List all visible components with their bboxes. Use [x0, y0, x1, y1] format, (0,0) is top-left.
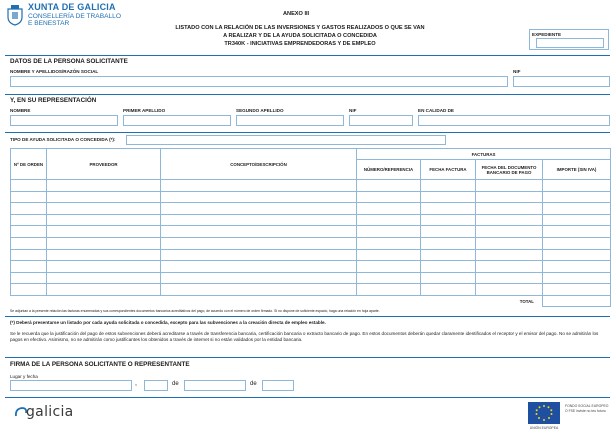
expediente-box: [529, 29, 609, 50]
cell[interactable]: [543, 237, 611, 249]
table-row: [11, 226, 611, 238]
de-separator-2: de: [250, 381, 257, 387]
cell[interactable]: [543, 249, 611, 261]
cell[interactable]: [543, 203, 611, 215]
cell[interactable]: [421, 272, 476, 284]
col-header-orden: Nº DE ORDEN: [11, 149, 47, 180]
cell[interactable]: [421, 214, 476, 226]
rep-apellido2-input[interactable]: [236, 115, 344, 126]
cell[interactable]: [47, 261, 161, 273]
cell[interactable]: [421, 249, 476, 261]
notes-divider: [5, 316, 610, 317]
rep-calidad-label: EN CALIDAD DE: [418, 108, 454, 113]
cell[interactable]: [47, 214, 161, 226]
total-label: TOTAL: [11, 295, 543, 306]
month-input[interactable]: [184, 380, 246, 391]
col-header-concepto: CONCEPTO/DESCRIPCIÓN: [161, 149, 357, 180]
applicant-name-label: NOMBRE Y APELLIDOS/RAZÓN SOCIAL: [10, 69, 99, 74]
lugar-input[interactable]: [10, 380, 132, 391]
cell[interactable]: [161, 203, 357, 215]
cell[interactable]: [357, 272, 421, 284]
cell[interactable]: [357, 284, 421, 296]
col-header-facturas: FACTURAS: [357, 149, 611, 160]
cell[interactable]: [476, 180, 543, 192]
cell[interactable]: [421, 191, 476, 203]
title-line-2: A REALIZAR Y DE LA AYUDA SOLICITADA O CONCEDIDA: [223, 32, 377, 39]
rep-calidad-input[interactable]: [418, 115, 610, 126]
cell[interactable]: [47, 249, 161, 261]
cell[interactable]: [11, 203, 47, 215]
eu-fund-slogan: O FSE inviste no teu futuro: [565, 409, 606, 413]
signature-section-divider: [5, 357, 610, 358]
cell[interactable]: [476, 203, 543, 215]
col-header-fecha: FECHA FACTURA: [421, 160, 476, 180]
org-name: XUNTA DE GALICIA: [28, 2, 116, 12]
cell[interactable]: [47, 284, 161, 296]
cell[interactable]: [161, 284, 357, 296]
cell[interactable]: [11, 214, 47, 226]
cell[interactable]: [421, 203, 476, 215]
cell[interactable]: [11, 261, 47, 273]
cell[interactable]: [476, 191, 543, 203]
cell[interactable]: [161, 261, 357, 273]
small-print-note: Se adjuntan a la presente relación las facturas enumeradas y sus correspondientes documentos bancarios acreditativos del pago, de acuerdo con el número de orden firmado. Si no dispone de suficiente espacio, haga una relación en hoja aparte.: [10, 309, 380, 313]
de-separator-1: de: [172, 381, 179, 387]
cell[interactable]: [543, 226, 611, 238]
table-row: [11, 249, 611, 261]
cell[interactable]: [476, 272, 543, 284]
table-row: [11, 180, 611, 192]
cell[interactable]: [543, 214, 611, 226]
applicant-nif-label: NIF: [513, 69, 521, 74]
comma-separator: ,: [135, 380, 137, 387]
cell[interactable]: [161, 214, 357, 226]
rep-nif-input[interactable]: [349, 115, 413, 126]
eu-caption: UNIÓN EUROPEA: [529, 426, 559, 430]
cell[interactable]: [47, 272, 161, 284]
year-input[interactable]: [262, 380, 294, 391]
col-header-importe: IMPORTE (SIN IVA): [543, 160, 611, 180]
eu-fund-name: FONDO SOCIAL EUROPEO: [565, 404, 609, 408]
cell[interactable]: [357, 191, 421, 203]
rep-nombre-input[interactable]: [10, 115, 118, 126]
cell[interactable]: [357, 261, 421, 273]
annex-label: ANEXO III: [283, 11, 310, 17]
rep-apellido1-input[interactable]: [123, 115, 231, 126]
expediente-input[interactable]: [536, 38, 604, 48]
galicia-logo: [14, 404, 94, 426]
cell[interactable]: [421, 237, 476, 249]
cell[interactable]: [543, 261, 611, 273]
table-row: [11, 272, 611, 284]
payment-reminder: Se le recuerda que la justificación del pago de estos subvenciones deberá acreditarse a través de transferencia bancaria, certificación bancaria o extracto bancario de pago. En estos documentos deberán quedar claramente identificados el receptor y el emisor del pago. No se admitirán los pagos en efectivo. Asimismo, no se admitirán como justificantes los obtenidos a través de internet si no están validados por la entidad bancaria.: [10, 331, 599, 343]
applicant-name-input[interactable]: [10, 76, 508, 87]
cell[interactable]: [11, 226, 47, 238]
table-row: [11, 191, 611, 203]
org-department-line2: E BENESTAR: [28, 20, 70, 27]
cell[interactable]: [11, 180, 47, 192]
asterisk-note: (*) Deberá presentarse un listado por cada ayuda solicitada o concedida, excepto para las subvenciones a la creación directa de empleo estable.: [10, 320, 326, 325]
title-line-1: LISTADO CON LA RELACIÓN DE LAS INVERSIONES Y GASTOS REALIZADOS O QUE SE VAN: [175, 25, 425, 31]
cell[interactable]: [47, 180, 161, 192]
col-header-proveedor: PROVEEDOR: [47, 149, 161, 180]
galicia-logo-text: galicia: [26, 404, 74, 420]
cell[interactable]: [11, 191, 47, 203]
cell[interactable]: [161, 226, 357, 238]
cell[interactable]: [11, 284, 47, 296]
representative-section-title: Y, EN SU REPRESENTACIÓN: [10, 97, 97, 104]
cell[interactable]: [476, 214, 543, 226]
cell[interactable]: [421, 284, 476, 296]
cell[interactable]: [47, 203, 161, 215]
eu-flag-icon: [528, 402, 560, 424]
cell[interactable]: [161, 237, 357, 249]
lugar-fecha-label: Lugar y fecha: [10, 374, 38, 379]
cell[interactable]: [161, 272, 357, 284]
cell[interactable]: [357, 180, 421, 192]
invoices-table: [10, 148, 611, 307]
total-input[interactable]: [543, 295, 611, 306]
aid-section-divider: [5, 132, 610, 133]
cell[interactable]: [11, 272, 47, 284]
footer-divider: [5, 397, 610, 398]
cell[interactable]: [357, 214, 421, 226]
aid-type-input[interactable]: [126, 135, 446, 145]
cell[interactable]: [47, 237, 161, 249]
cell[interactable]: [357, 237, 421, 249]
org-department-line1: CONSELLERÍA DE TRABALLO: [28, 13, 121, 20]
table-row: [11, 261, 611, 273]
applicant-section-title: DATOS DE LA PERSONA SOLICITANTE: [10, 58, 128, 65]
rep-nombre-label: NOMBRE: [10, 108, 31, 113]
cell[interactable]: [421, 261, 476, 273]
table-row: [11, 203, 611, 215]
cell[interactable]: [357, 249, 421, 261]
day-input[interactable]: [144, 380, 168, 391]
table-row: [11, 237, 611, 249]
representative-section-divider: [5, 94, 610, 95]
cell[interactable]: [543, 284, 611, 296]
cell[interactable]: [476, 284, 543, 296]
cell[interactable]: [357, 226, 421, 238]
document-title: [130, 25, 470, 48]
cell[interactable]: [11, 237, 47, 249]
cell[interactable]: [47, 226, 161, 238]
cell[interactable]: [543, 272, 611, 284]
cell[interactable]: [476, 261, 543, 273]
cell[interactable]: [543, 191, 611, 203]
cell[interactable]: [11, 249, 47, 261]
applicant-nif-input[interactable]: [513, 76, 610, 87]
cell[interactable]: [161, 191, 357, 203]
col-header-fecha-doc: FECHA DEL DOCUMENTO BANCARIO DE PAGO: [476, 160, 543, 180]
cell[interactable]: [161, 180, 357, 192]
coat-of-arms-icon: [6, 4, 24, 26]
signature-section-title: FIRMA DE LA PERSONA SOLICITANTE O REPRESENTANTE: [10, 361, 190, 368]
cell[interactable]: [421, 180, 476, 192]
rep-apellido2-label: SEGUNDO APELLIDO: [236, 108, 284, 113]
expediente-label: EXPEDIENTE: [532, 32, 562, 37]
col-header-numero: NÚMERO/REFERENCIA: [357, 160, 421, 180]
aid-type-label: TIPO DE AYUDA SOLICITADA O CONCEDIDA (*):: [10, 137, 116, 142]
cell[interactable]: [357, 203, 421, 215]
cell[interactable]: [543, 180, 611, 192]
table-row: [11, 284, 611, 296]
title-line-3: TR340K - INICIATIVAS EMPRENDEDORAS Y DE EMPLEO: [224, 40, 376, 47]
cell[interactable]: [47, 191, 161, 203]
table-row: [11, 214, 611, 226]
rep-apellido1-label: PRIMER APELLIDO: [123, 108, 166, 113]
cell[interactable]: [476, 226, 543, 238]
applicant-section-divider: [5, 55, 610, 56]
cell[interactable]: [476, 237, 543, 249]
cell[interactable]: [161, 249, 357, 261]
cell[interactable]: [421, 226, 476, 238]
rep-nif-label: NIF: [349, 108, 357, 113]
cell[interactable]: [476, 249, 543, 261]
